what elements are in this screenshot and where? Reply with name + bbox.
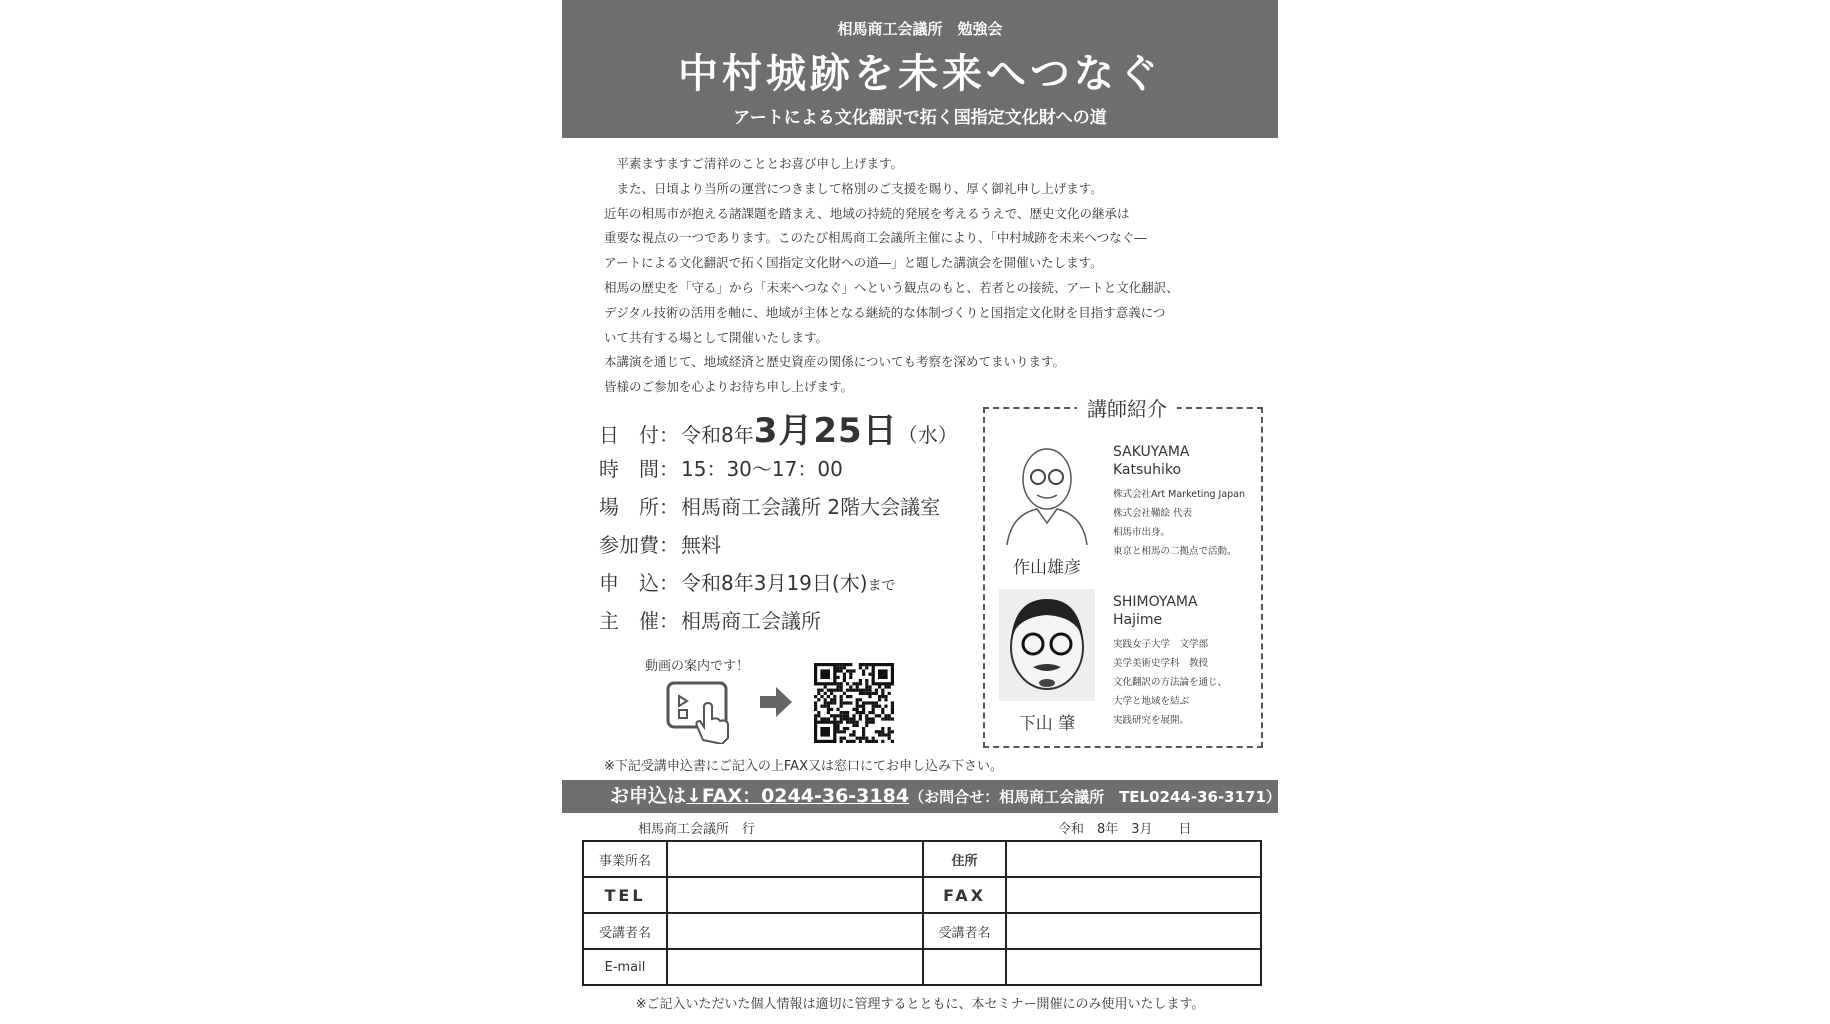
- intro-text: [604, 152, 1244, 400]
- form-row: 事業所名 住所: [583, 841, 1261, 877]
- fax-number[interactable]: ↓FAX：0244-36-3184: [686, 785, 910, 807]
- host-row: 主 催： 相馬商工会議所: [599, 609, 821, 633]
- application-note: ※下記受講申込書にご記入の上FAX又は窓口にてお申し込み下さい。: [604, 759, 1003, 774]
- form-row: TEL FAX: [583, 877, 1261, 913]
- lecturer-2-profile: SHIMOYAMA Hajime 実践女子大学 文学部 美学美術史学科 教授 文化翻訳の方法論を通じ、 大学と地域を結ぶ 実践研究を展開。: [1113, 594, 1228, 726]
- lecturer-2: 下山 肇: [997, 589, 1097, 734]
- form-date[interactable]: 令和 8年 3月 日: [1058, 822, 1192, 837]
- attendee-name-field-2[interactable]: [1006, 913, 1261, 949]
- body-line: 皆様のご参加を心よりお待ち申し上げます。: [604, 379, 854, 395]
- fax-field[interactable]: [1006, 877, 1261, 913]
- sakuyama-portrait: [997, 439, 1097, 545]
- subtitle: アートによる文化翻訳で拓く国指定文化財への道: [733, 108, 1107, 128]
- main-title: 中村城跡を未来へつなぐ: [678, 51, 1162, 97]
- email-field[interactable]: [667, 949, 923, 985]
- qr-code[interactable]: [814, 663, 894, 743]
- place-row: 場 所： 相馬商工会議所 2階大会議室: [599, 495, 941, 519]
- body-line: デジタル技術の活用を軸に、地域が主体となる継続的な体制づくりと国指定文化財を目指す意義につ: [604, 304, 1166, 320]
- lecturer-1-profile: SAKUYAMA Katsuhiko 株式会社Art Marketing Japan 株式会社鞴絵 代表 相馬市出身。 東京と相馬の二拠点で活動。: [1113, 444, 1246, 557]
- time-row: 時 間： 15：30～17：00: [599, 457, 843, 481]
- body-line: 相馬の歴史を「守る」から「未来へつなぐ」へという観点のもと、若者との接続、アートと文化翻訳、: [604, 279, 1179, 295]
- body-line: いて共有する場として開催いたします。: [604, 329, 829, 345]
- attendee-name-field-1[interactable]: [667, 913, 923, 949]
- fee-row: 参加費： 無料: [599, 533, 721, 557]
- privacy-note: ※ご記入いただいた個人情報は適切に管理するとともに、本セミナー開催にのみ使用いたします。: [635, 997, 1205, 1012]
- shimoyama-portrait: [999, 589, 1095, 701]
- fax-banner: お申込は↓FAX：0244-36-3184（お問合せ：相馬商工会議所 TEL0244-36-3171）: [562, 780, 1278, 813]
- application-form: [582, 840, 1262, 986]
- organizer: 相馬商工会議所 勉強会: [837, 20, 1003, 38]
- flyer: [562, 0, 1281, 1024]
- lecturer-box: [983, 397, 1263, 748]
- body-line: 近年の相馬市が抱える諸課題を踏まえ、地域の持続的発展を考えるうえで、歴史文化の継承は: [604, 205, 1130, 221]
- tel-field[interactable]: [667, 877, 923, 913]
- address-field[interactable]: [1006, 841, 1261, 877]
- form-row: 受講者名 受講者名: [583, 913, 1261, 949]
- body-line: 本講演を通じて、地域経済と歴史資産の関係についても考察を深めてまいります。: [604, 354, 1066, 370]
- company-name-field[interactable]: [667, 841, 923, 877]
- form-recipient: 相馬商工会議所 行: [638, 822, 756, 837]
- event-info: [599, 412, 958, 640]
- lecturer-title: 講師紹介: [1077, 393, 1177, 422]
- blank-field[interactable]: [1006, 949, 1261, 985]
- arrow-right-icon: [760, 687, 794, 717]
- contact-info: （お問合せ：相馬商工会議所 TEL0244-36-3171）: [909, 788, 1281, 806]
- event-date: 3月25日: [753, 411, 898, 451]
- header-banner: [562, 0, 1278, 138]
- body-line: 平素ますますご清祥のこととお喜び申し上げます。: [604, 156, 904, 171]
- lecturer-1: 作山雄彦: [997, 439, 1097, 578]
- tablet-tap-icon: [665, 680, 741, 744]
- body-line: 重要な視点の一つであります。このたび相馬商工会議所主催により、「中村城跡を未来へつなぐ―: [604, 230, 1147, 246]
- apply-row: 申 込： 令和8年3月19日(木)まで: [599, 571, 896, 595]
- form-row: E-mail: [583, 949, 1261, 985]
- body-line: また、日頃より当所の運営につきまして格別のご支援を賜り、厚く御礼申し上げます。: [604, 180, 1103, 196]
- video-guide: 動画の案内です！: [645, 659, 750, 674]
- body-line: アートによる文化翻訳で拓く国指定文化財への道―」と題した講演会を開催いたします。: [604, 255, 1103, 271]
- date-row: 日 付： 令和8年3月25日（水）: [599, 411, 958, 451]
